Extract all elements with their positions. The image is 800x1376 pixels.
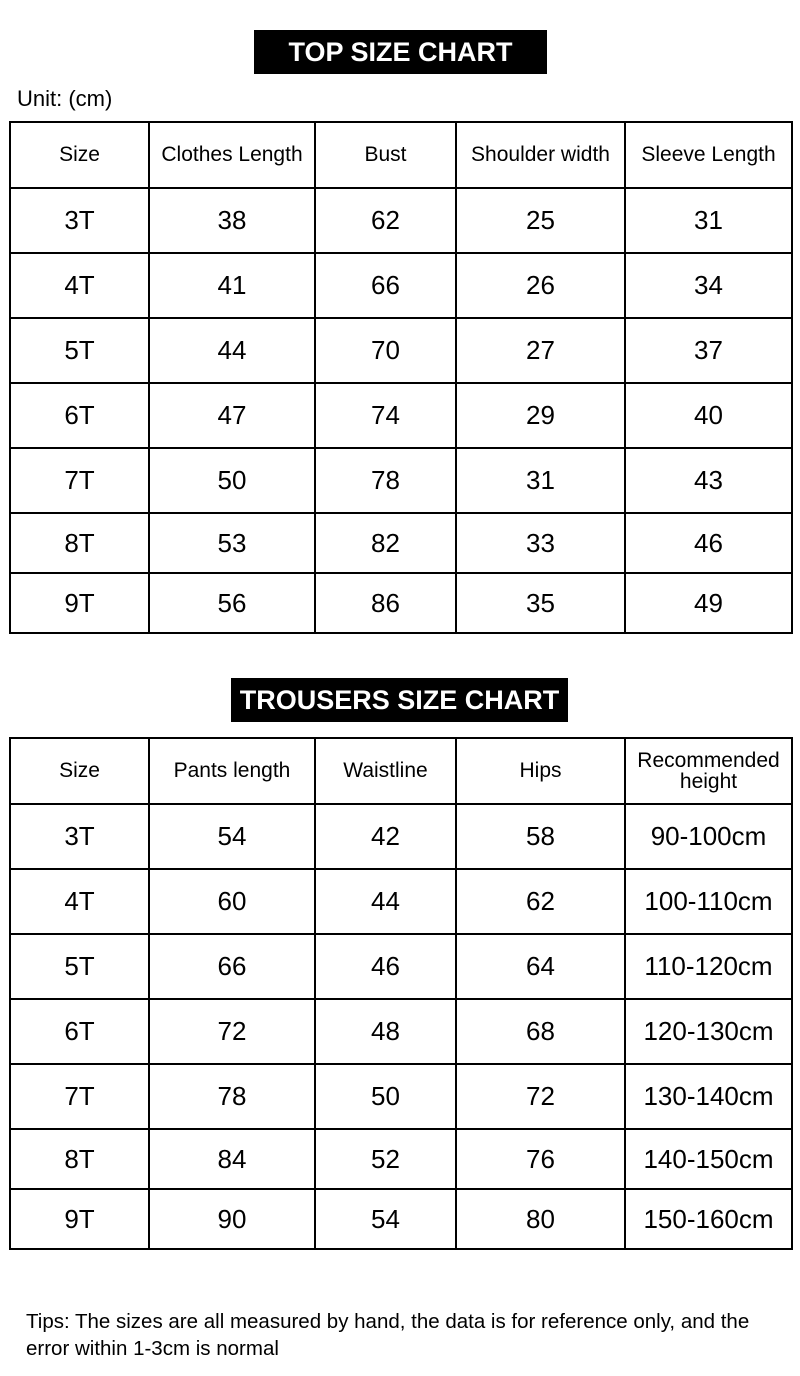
size-cell: 5T	[10, 934, 149, 999]
table-cell: 70	[315, 318, 456, 383]
table-cell: 50	[315, 1064, 456, 1129]
table-cell: 62	[456, 869, 625, 934]
table-cell: 46	[315, 934, 456, 999]
table-cell: 53	[149, 513, 315, 573]
table-cell: 60	[149, 869, 315, 934]
table-cell: 31	[625, 188, 792, 253]
table-cell: 150-160cm	[625, 1189, 792, 1249]
column-header: Hips	[456, 738, 625, 804]
size-cell: 9T	[10, 1189, 149, 1249]
table-row	[10, 1064, 792, 1129]
table-row	[10, 318, 792, 383]
table-cell: 74	[315, 383, 456, 448]
table-cell: 66	[149, 934, 315, 999]
unit-label: Unit: (cm)	[17, 86, 113, 111]
table-cell: 140-150cm	[625, 1129, 792, 1189]
table-row	[10, 513, 792, 573]
table-cell: 37	[625, 318, 792, 383]
size-cell: 7T	[10, 1064, 149, 1129]
table-cell: 80	[456, 1189, 625, 1249]
size-cell: 3T	[10, 188, 149, 253]
table-cell: 110-120cm	[625, 934, 792, 999]
size-cell: 7T	[10, 448, 149, 513]
size-cell: 3T	[10, 804, 149, 869]
table-cell: 42	[315, 804, 456, 869]
table-cell: 68	[456, 999, 625, 1064]
table-cell: 100-110cm	[625, 869, 792, 934]
top-table-header-row	[10, 122, 792, 188]
table-cell: 47	[149, 383, 315, 448]
size-cell: 8T	[10, 1129, 149, 1189]
table-cell: 90	[149, 1189, 315, 1249]
size-cell: 9T	[10, 573, 149, 633]
table-cell: 64	[456, 934, 625, 999]
column-header: Recommended height	[625, 738, 792, 804]
table-row	[10, 448, 792, 513]
table-cell: 72	[456, 1064, 625, 1129]
table-cell: 38	[149, 188, 315, 253]
table-cell: 27	[456, 318, 625, 383]
column-header: Size	[10, 738, 149, 804]
table-cell: 50	[149, 448, 315, 513]
table-cell: 54	[149, 804, 315, 869]
table-cell: 54	[315, 1189, 456, 1249]
table-row	[10, 804, 792, 869]
table-cell: 130-140cm	[625, 1064, 792, 1129]
table-cell: 56	[149, 573, 315, 633]
table-cell: 78	[315, 448, 456, 513]
table-cell: 34	[625, 253, 792, 318]
table-cell: 90-100cm	[625, 804, 792, 869]
trousers-size-chart-title: TROUSERS SIZE CHART	[231, 678, 568, 722]
table-cell: 120-130cm	[625, 999, 792, 1064]
size-cell: 6T	[10, 383, 149, 448]
table-cell: 76	[456, 1129, 625, 1189]
table-row	[10, 383, 792, 448]
table-cell: 35	[456, 573, 625, 633]
table-row	[10, 869, 792, 934]
table-row	[10, 1129, 792, 1189]
table-cell: 86	[315, 573, 456, 633]
table-cell: 82	[315, 513, 456, 573]
table-cell: 43	[625, 448, 792, 513]
table-cell: 29	[456, 383, 625, 448]
table-row	[10, 188, 792, 253]
top-size-chart-title: TOP SIZE CHART	[254, 30, 547, 74]
table-cell: 58	[456, 804, 625, 869]
table-cell: 26	[456, 253, 625, 318]
column-header: Sleeve Length	[625, 122, 792, 188]
column-header: Size	[10, 122, 149, 188]
size-cell: 6T	[10, 999, 149, 1064]
table-row	[10, 253, 792, 318]
table-cell: 72	[149, 999, 315, 1064]
table-cell: 66	[315, 253, 456, 318]
table-cell: 31	[456, 448, 625, 513]
table-cell: 33	[456, 513, 625, 573]
table-row	[10, 934, 792, 999]
trousers-table-header-row	[10, 738, 792, 804]
top-size-table	[9, 121, 793, 634]
table-row	[10, 999, 792, 1064]
table-cell: 52	[315, 1129, 456, 1189]
column-header: Waistline	[315, 738, 456, 804]
size-cell: 8T	[10, 513, 149, 573]
table-cell: 62	[315, 188, 456, 253]
size-cell: 4T	[10, 869, 149, 934]
table-row	[10, 1189, 792, 1249]
column-header: Clothes Length	[149, 122, 315, 188]
column-header: Bust	[315, 122, 456, 188]
table-cell: 48	[315, 999, 456, 1064]
table-cell: 44	[315, 869, 456, 934]
size-cell: 4T	[10, 253, 149, 318]
table-cell: 46	[625, 513, 792, 573]
table-cell: 49	[625, 573, 792, 633]
table-cell: 25	[456, 188, 625, 253]
size-cell: 5T	[10, 318, 149, 383]
table-cell: 78	[149, 1064, 315, 1129]
trousers-size-table	[9, 737, 793, 1250]
table-cell: 44	[149, 318, 315, 383]
table-cell: 84	[149, 1129, 315, 1189]
measurement-tips: Tips: The sizes are all measured by hand, the data is for reference only, and the error within 1-3cm is normal	[26, 1310, 750, 1360]
column-header: Pants length	[149, 738, 315, 804]
table-cell: 41	[149, 253, 315, 318]
column-header: Shoulder width	[456, 122, 625, 188]
table-cell: 40	[625, 383, 792, 448]
table-row	[10, 573, 792, 633]
